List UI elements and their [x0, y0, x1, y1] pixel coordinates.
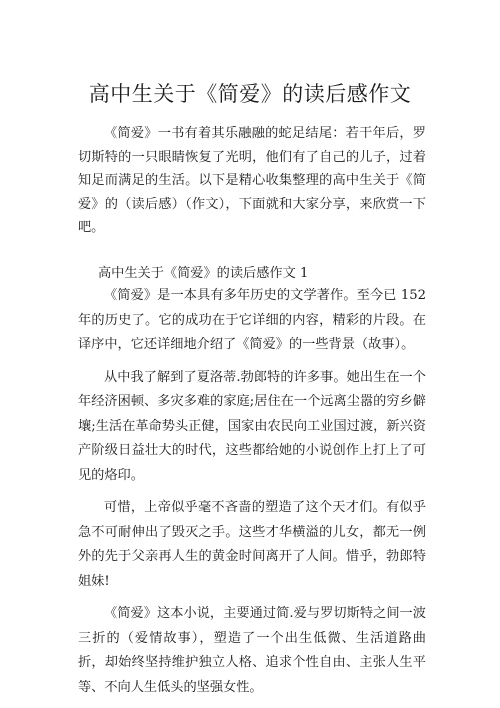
body-paragraph-4: 《简爱》这本小说，主要通过简.爱与罗切斯特之间一波三折的（爱情故事），塑造了一个出生低微、生活道路曲折，却始终坚持维护独立人格、追求个性自由、主张人生平等、不向人生低头的坚强女性。 [78, 606, 426, 695]
document-title: 高中生关于《简爱》的读后感作文 [88, 82, 412, 106]
body-paragraph-3: 可惜，上帝似乎毫不吝啬的塑造了这个天才们。有似乎急不可耐伸出了毁灭之手。这些才华横溢的儿女，都无一例外的先于父亲再人生的黄金时间离开了人间。惜乎，勃郎特姐妹! [78, 500, 426, 589]
body-paragraph-2: 从中我了解到了夏洛蒂.勃郎特的许多事。她出生在一个年经济困顿、多灾多难的家庭;居住在一个远离尘嚣的穷乡僻壤;生活在革命势头正健，国家由农民向工业国过渡，新兴资产阶级日益壮大的时代，这些都给她的小说创作上打上了可见的烙印。 [78, 369, 426, 483]
body-paragraph-1: 《简爱》是一本具有多年历史的文学著作。至今已 152 年的历史了。它的成功在于它详细的内容，精彩的片段。在译序中，它还详细地介绍了《简爱》的一些背景（故事）。 [78, 288, 426, 352]
essay-body [78, 284, 426, 708]
intro-paragraph: 《简爱》一书有着其乐融融的蛇足结尾：若干年后，罗切斯特的一只眼睛恢复了光明，他们有了自己的儿子，过着知足而满足的生活。以下是精心收集整理的高中生关于《简爱》的（读后感）（作文），下面就和大家分享，来欣赏一下吧。 [78, 126, 426, 235]
section-heading: 高中生关于《简爱》的读后感作文 1 [98, 266, 309, 281]
